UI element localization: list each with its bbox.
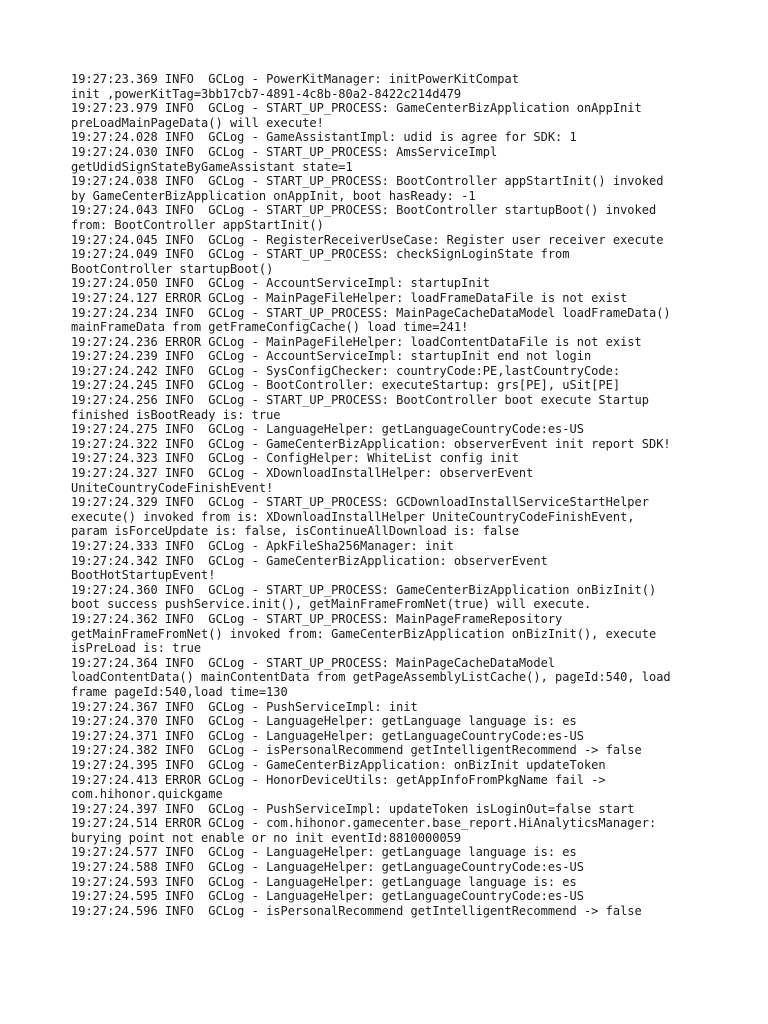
log-line: BootController startupBoot() xyxy=(71,261,274,276)
log-line: init ,powerKitTag=3bb17cb7-4891-4c8b-80a2-8422c214d479 xyxy=(71,86,462,101)
log-line: 19:27:24.234 INFO GCLog - START_UP_PROCESS: MainPageCacheDataModel loadFrameData() xyxy=(71,305,671,320)
log-line: loadContentData() mainContentData from getPageAssemblyListCache(), pageId:540, load xyxy=(71,670,671,685)
log-line: 19:27:24.370 INFO GCLog - LanguageHelper: getLanguage language is: es xyxy=(71,714,577,729)
log-line: 19:27:24.382 INFO GCLog - isPersonalRecommend getIntelligentRecommend -> false xyxy=(71,743,642,758)
log-line: 19:27:24.397 INFO GCLog - PushServiceImpl: updateToken isLoginOut=false start xyxy=(71,801,635,816)
log-line: 19:27:24.593 INFO GCLog - LanguageHelper: getLanguage language is: es xyxy=(71,874,577,889)
log-line: 19:27:24.588 INFO GCLog - LanguageHelper: getLanguageCountryCode:es-US xyxy=(71,860,584,875)
log-line: 19:27:24.322 INFO GCLog - GameCenterBizApplication: observerEvent init report SDK! xyxy=(71,436,671,451)
log-line: 19:27:24.371 INFO GCLog - LanguageHelper: getLanguageCountryCode:es-US xyxy=(71,728,584,743)
log-line: 19:27:24.342 INFO GCLog - GameCenterBizApplication: observerEvent xyxy=(71,553,548,568)
log-line: 19:27:24.239 INFO GCLog - AccountServiceImpl: startupInit end not login xyxy=(71,349,592,364)
log-line: by GameCenterBizApplication onAppInit, boot hasReady: -1 xyxy=(71,188,476,203)
log-line: 19:27:24.514 ERROR GCLog - com.hihonor.gamecenter.base_report.HiAnalyticsManager: xyxy=(71,816,657,831)
log-line: 19:27:24.327 INFO GCLog - XDownloadInstallHelper: observerEvent xyxy=(71,466,534,481)
log-line: 19:27:24.045 INFO GCLog - RegisterReceiverUseCase: Register user receiver execute xyxy=(71,232,664,247)
log-line: finished isBootReady is: true xyxy=(71,407,281,422)
log-line: frame pageId:540,load time=130 xyxy=(71,684,288,699)
log-line: boot success pushService.init(), getMainFrameFromNet(true) will execute. xyxy=(71,597,592,612)
log-line: 19:27:24.242 INFO GCLog - SysConfigChecker: countryCode:PE,lastCountryCode: xyxy=(71,363,621,378)
log-line: 19:27:24.323 INFO GCLog - ConfigHelper: WhiteList config init xyxy=(71,451,519,466)
log-line: 19:27:24.043 INFO GCLog - START_UP_PROCESS: BootController startupBoot() invoked xyxy=(71,203,657,218)
log-line: getMainFrameFromNet() invoked from: GameCenterBizApplication onBizInit(), execute xyxy=(71,626,657,641)
log-line: 19:27:24.364 INFO GCLog - START_UP_PROCESS: MainPageCacheDataModel xyxy=(71,655,556,670)
log-line: 19:27:24.236 ERROR GCLog - MainPageFileHelper: loadContentDataFile is not exist xyxy=(71,334,642,349)
log-line: 19:27:24.595 INFO GCLog - LanguageHelper: getLanguageCountryCode:es-US xyxy=(71,889,584,904)
log-line: 19:27:24.030 INFO GCLog - START_UP_PROCESS: AmsServiceImpl xyxy=(71,144,498,159)
log-line: 19:27:24.596 INFO GCLog - isPersonalRecommend getIntelligentRecommend -> false xyxy=(71,903,642,918)
log-line: 19:27:24.275 INFO GCLog - LanguageHelper: getLanguageCountryCode:es-US xyxy=(71,422,584,437)
log-line: UniteCountryCodeFinishEvent! xyxy=(71,480,274,495)
log-line: 19:27:24.577 INFO GCLog - LanguageHelper: getLanguage language is: es xyxy=(71,845,577,860)
log-line: execute() invoked from is: XDownloadInstallHelper UniteCountryCodeFinishEvent, xyxy=(71,509,635,524)
log-line: 19:27:24.395 INFO GCLog - GameCenterBizApplication: onBizInit updateToken xyxy=(71,757,606,772)
log-line: 19:27:24.245 INFO GCLog - BootController: executeStartup: grs[PE], uSit[PE] xyxy=(71,378,621,393)
log-line: burying point not enable or no init eventId:8810000059 xyxy=(71,830,462,845)
log-line: 19:27:24.413 ERROR GCLog - HonorDeviceUtils: getAppInfoFromPkgName fail -> xyxy=(71,772,606,787)
log-line: 19:27:24.367 INFO GCLog - PushServiceImpl: init xyxy=(71,699,418,714)
log-line: getUdidSignStateByGameAssistant state=1 xyxy=(71,159,353,174)
log-line: 19:27:24.050 INFO GCLog - AccountServiceImpl: startupInit xyxy=(71,276,491,291)
log-line: mainFrameData from getFrameConfigCache() load time=241! xyxy=(71,320,469,335)
log-line: 19:27:24.038 INFO GCLog - START_UP_PROCESS: BootController appStartInit() invoked xyxy=(71,174,664,189)
log-line: 19:27:24.333 INFO GCLog - ApkFileSha256Manager: init xyxy=(71,539,454,553)
log-line: isPreLoad is: true xyxy=(71,641,202,656)
log-line: 19:27:24.329 INFO GCLog - START_UP_PROCESS: GCDownloadInstallServiceStartHelper xyxy=(71,495,649,510)
log-line: from: BootController appStartInit() xyxy=(71,217,324,232)
log-line: 19:27:24.256 INFO GCLog - START_UP_PROCESS: BootController boot execute Startup xyxy=(71,393,649,408)
log-line: 19:27:23.369 INFO GCLog - PowerKitManager: initPowerKitCompat xyxy=(71,72,519,86)
log-text-block xyxy=(71,72,721,918)
log-line: 19:27:24.049 INFO GCLog - START_UP_PROCESS: checkSignLoginState from xyxy=(71,247,570,262)
log-line: 19:27:24.028 INFO GCLog - GameAssistantImpl: udid is agree for SDK: 1 xyxy=(71,130,577,145)
log-line: param isForceUpdate is: false, isContinueAllDownload is: false xyxy=(71,524,519,539)
log-line: 19:27:24.362 INFO GCLog - START_UP_PROCESS: MainPageFrameRepository xyxy=(71,611,563,626)
log-line: 19:27:24.127 ERROR GCLog - MainPageFileHelper: loadFrameDataFile is not exist xyxy=(71,290,628,305)
log-line: BootHotStartupEvent! xyxy=(71,568,216,583)
log-line: com.hihonor.quickgame xyxy=(71,787,223,802)
log-line: 19:27:24.360 INFO GCLog - START_UP_PROCESS: GameCenterBizApplication onBizInit() xyxy=(71,582,657,597)
log-line: preLoadMainPageData() will execute! xyxy=(71,115,324,130)
log-line: 19:27:23.979 INFO GCLog - START_UP_PROCESS: GameCenterBizApplication onAppInit xyxy=(71,101,642,116)
